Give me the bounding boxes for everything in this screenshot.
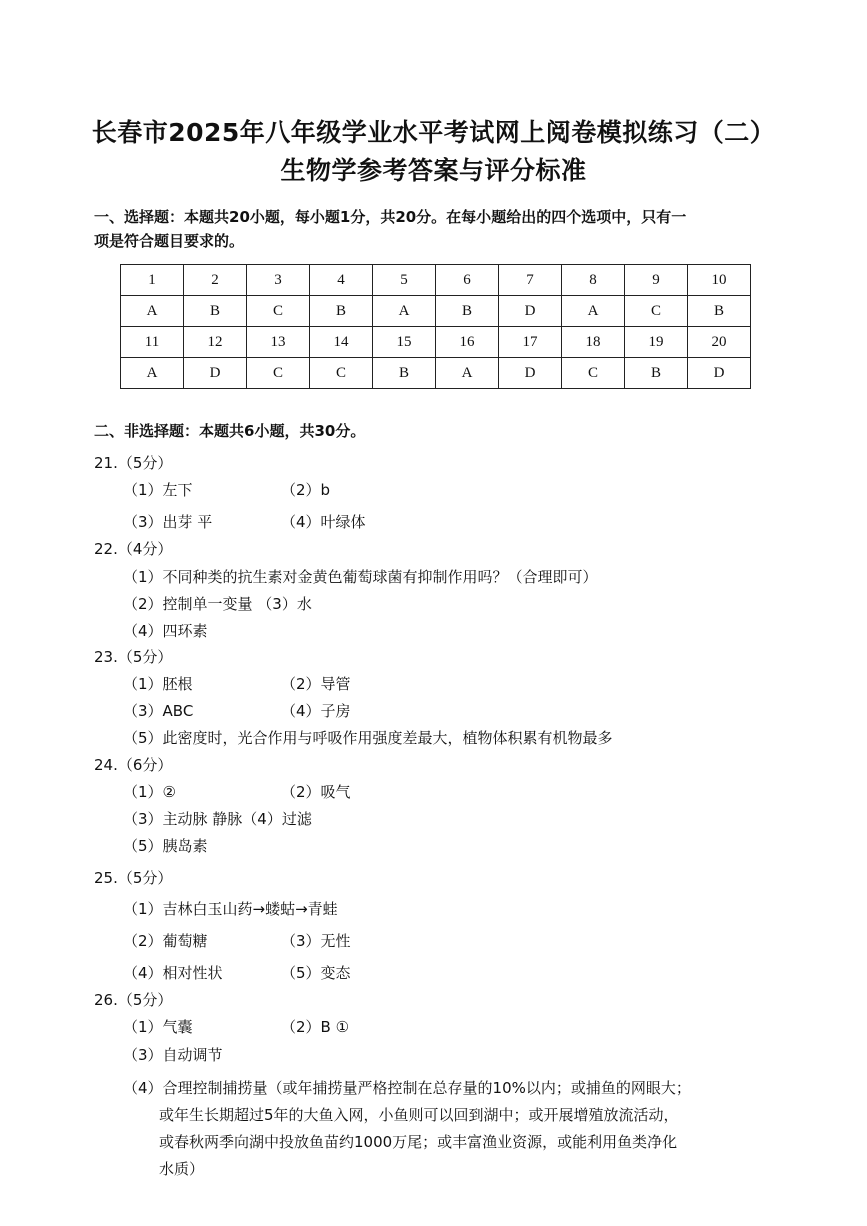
q25-answer-2: （2）葡萄糖 [123, 932, 208, 950]
answer-cell: A [436, 358, 499, 389]
page-title: 长春市2025年八年级学业水平考试网上阅卷模拟练习（二） [91, 118, 776, 147]
answer-cell: A [121, 296, 184, 327]
q23-answer-4: （4）子房 [281, 702, 351, 720]
question-25-label: 25.（5分） [94, 869, 173, 887]
question-number-cell: 7 [499, 265, 562, 296]
answer-cell: C [310, 358, 373, 389]
question-number-cell: 14 [310, 327, 373, 358]
q22-answer-4: （4）四环素 [123, 622, 208, 640]
answer-cell: C [562, 358, 625, 389]
question-number-cell: 1 [121, 265, 184, 296]
q21-answer-4: （4）叶绿体 [281, 513, 366, 531]
q26-answer-4-line4: 水质） [159, 1160, 205, 1178]
answer-cell: D [688, 358, 751, 389]
section-1-heading-line1: 一、选择题：本题共20小题，每小题1分，共20分。在每小题给出的四个选项中，只有一 [94, 208, 687, 226]
answer-cell: A [373, 296, 436, 327]
question-number-cell: 10 [688, 265, 751, 296]
answer-cell: B [625, 358, 688, 389]
question-number-cell: 17 [499, 327, 562, 358]
answer-cell: C [247, 296, 310, 327]
q21-answer-3: （3）出芽 平 [123, 513, 213, 531]
q24-answer-2: （2）吸气 [281, 783, 351, 801]
q24-answer-1: （1）② [123, 783, 176, 801]
answer-cell: D [184, 358, 247, 389]
q23-answer-3: （3）ABC [123, 702, 194, 720]
q23-answer-2: （2）导管 [281, 675, 351, 693]
question-number-cell: 19 [625, 327, 688, 358]
answer-cell: B [436, 296, 499, 327]
question-number-cell: 16 [436, 327, 499, 358]
q25-answer-4: （4）相对性状 [123, 964, 223, 982]
answer-cell: C [625, 296, 688, 327]
answer-cell: B [373, 358, 436, 389]
q26-answer-2: （2）B ① [281, 1018, 350, 1036]
answer-table-row [121, 358, 751, 389]
answer-cell: A [121, 358, 184, 389]
q22-answer-2: （2）控制单一变量 （3）水 [123, 595, 312, 613]
question-number-cell: 15 [373, 327, 436, 358]
q23-answer-5: （5）此密度时，光合作用与呼吸作用强度差最大，植物体积累有机物最多 [123, 729, 613, 747]
answer-cell: A [562, 296, 625, 327]
q26-answer-3: （3）自动调节 [123, 1046, 223, 1064]
q26-answer-4-line1: （4）合理控制捕捞量（或年捕捞量严格控制在总存量的10%以内；或捕鱼的网眼大； [123, 1079, 691, 1097]
question-number-cell: 11 [121, 327, 184, 358]
answer-cell: B [310, 296, 373, 327]
answer-cell: B [184, 296, 247, 327]
answer-cell: D [499, 358, 562, 389]
q22-answer-1: （1）不同种类的抗生素对金黄色葡萄球菌有抑制作用吗？（合理即可） [123, 568, 598, 586]
answer-cell: D [499, 296, 562, 327]
q24-answer-3: （3）主动脉 静脉（4）过滤 [123, 810, 312, 828]
q26-answer-4-line3: 或春秋两季向湖中投放鱼苗约1000万尾；或丰富渔业资源，或能利用鱼类净化 [159, 1133, 678, 1151]
question-number-cell: 4 [310, 265, 373, 296]
q21-answer-2: （2）b [281, 481, 331, 499]
question-number-cell: 13 [247, 327, 310, 358]
question-22-label: 22.（4分） [94, 540, 173, 558]
q23-answer-1: （1）胚根 [123, 675, 193, 693]
q25-answer-5: （5）变态 [281, 964, 351, 982]
answer-table-row [121, 265, 751, 296]
question-23-label: 23.（5分） [94, 648, 173, 666]
question-number-cell: 8 [562, 265, 625, 296]
question-number-cell: 9 [625, 265, 688, 296]
answer-cell: B [688, 296, 751, 327]
q26-answer-4 [123, 1075, 763, 1183]
question-number-cell: 18 [562, 327, 625, 358]
q25-answer-3: （3）无性 [281, 932, 351, 950]
q25-answer-1: （1）吉林白玉山药→蝼蛄→青蛙 [123, 900, 338, 918]
q26-answer-1: （1）气囊 [123, 1018, 193, 1036]
question-number-cell: 5 [373, 265, 436, 296]
q26-answer-4-line2: 或年生长期超过5年的大鱼入网，小鱼则可以回到湖中；或开展增殖放流活动， [159, 1106, 679, 1124]
question-21-label: 21.（5分） [94, 454, 173, 472]
q21-answer-1: （1）左下 [123, 481, 193, 499]
page-subtitle: 生物学参考答案与评分标准 [280, 156, 587, 185]
question-number-cell: 3 [247, 265, 310, 296]
question-number-cell: 20 [688, 327, 751, 358]
question-number-cell: 6 [436, 265, 499, 296]
question-number-cell: 12 [184, 327, 247, 358]
question-24-label: 24.（6分） [94, 756, 173, 774]
answer-table-row [121, 296, 751, 327]
q24-answer-5: （5）胰岛素 [123, 837, 208, 855]
multiple-choice-answer-table [120, 264, 751, 389]
section-1-heading-line2: 项是符合题目要求的。 [94, 232, 245, 250]
answer-cell: C [247, 358, 310, 389]
section-1-heading [94, 205, 774, 253]
section-2-heading: 二、非选择题：本题共6小题，共30分。 [94, 422, 366, 440]
question-number-cell: 2 [184, 265, 247, 296]
answer-table-row [121, 327, 751, 358]
question-26-label: 26.（5分） [94, 991, 173, 1009]
